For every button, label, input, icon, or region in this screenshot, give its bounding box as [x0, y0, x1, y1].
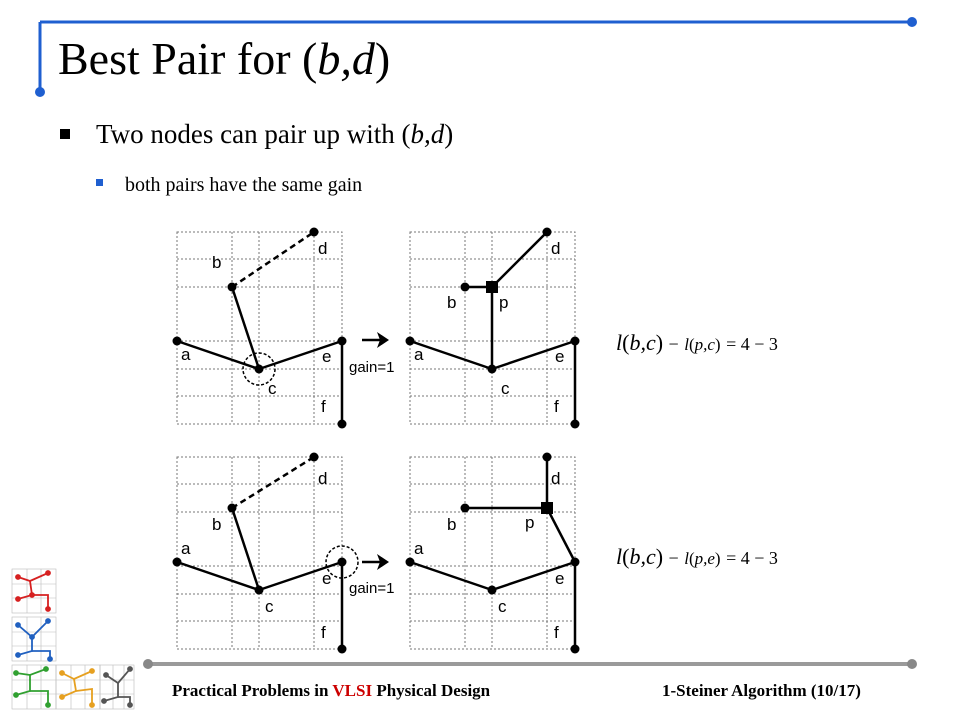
formula-rhs: = 4 − 3 — [726, 548, 778, 568]
node-f — [571, 645, 580, 654]
label-d: d — [318, 239, 328, 258]
node-d — [543, 453, 552, 462]
formula-minus: − — [668, 548, 679, 568]
node-a — [173, 558, 182, 567]
label-a: a — [414, 345, 424, 364]
gain-label-top: gain=1 — [349, 359, 395, 376]
node-b — [228, 504, 237, 513]
bullet1-close: ) — [444, 119, 454, 149]
footer-left-post: Physical Design — [372, 681, 491, 700]
node-f — [571, 420, 580, 429]
formula-l: l — [616, 544, 623, 569]
formula-arg: p,e — [694, 549, 715, 568]
steiner-point-p — [486, 281, 498, 293]
formula-minus: − — [668, 334, 679, 354]
label-d: d — [551, 239, 561, 258]
node-d — [543, 228, 552, 237]
label-c: c — [498, 597, 507, 616]
label-e: e — [322, 347, 332, 366]
label-f: f — [554, 397, 559, 416]
bullet1-text: Two nodes can pair up with ( — [96, 119, 411, 149]
footer-left-red: VLSI — [332, 681, 373, 700]
label-a: a — [181, 345, 191, 364]
node-b — [228, 283, 237, 292]
label-e: e — [555, 347, 565, 366]
arrow-icon-top — [349, 332, 394, 376]
footer-slide-number: 1-Steiner Algorithm (10/17) — [662, 681, 861, 700]
bullet2-text: both pairs have the same gain — [125, 174, 363, 196]
node-e — [338, 337, 347, 346]
label-c: c — [501, 379, 510, 398]
node-d — [310, 453, 319, 462]
diagram-bottom-before — [173, 453, 359, 654]
label-f: f — [321, 397, 326, 416]
label-b: b — [212, 253, 222, 272]
label-c: c — [268, 379, 277, 398]
formula-bottom: l(b,c) − l(p,e) = 4 − 3 — [616, 544, 778, 569]
node-e — [571, 558, 580, 567]
node-c — [488, 365, 497, 374]
label-d: d — [551, 469, 561, 488]
node-c — [488, 586, 497, 595]
steiner-point-p — [541, 502, 553, 514]
node-e — [338, 558, 347, 567]
diagram-top-after — [406, 228, 580, 429]
label-f: f — [321, 623, 326, 642]
label-b: b — [212, 515, 222, 534]
title-text: Best Pair for ( — [58, 33, 318, 84]
diagram-bottom-after — [406, 453, 580, 654]
steiner-tree-logo — [8, 565, 138, 715]
node-b — [461, 283, 470, 292]
title-close: ) — [374, 33, 391, 84]
label-b: b — [447, 515, 457, 534]
title-italic: b,d — [317, 33, 375, 84]
node-c — [255, 586, 264, 595]
formula-l: l — [684, 549, 689, 568]
label-c: c — [265, 597, 274, 616]
node-e — [571, 337, 580, 346]
footer-course-title — [172, 681, 490, 701]
node-b — [461, 504, 470, 513]
node-f — [338, 645, 347, 654]
node-f — [338, 420, 347, 429]
node-d — [310, 228, 319, 237]
formula-l: l — [684, 335, 689, 354]
label-p: p — [499, 293, 509, 312]
footer-left-pre: Practical Problems in — [172, 681, 333, 700]
formula-top: l(b,c) − l(p,c) = 4 − 3 — [616, 330, 778, 355]
label-b: b — [447, 293, 457, 312]
label-f: f — [554, 623, 559, 642]
formula-arg: b,c — [629, 330, 656, 355]
formula-arg: b,c — [629, 544, 656, 569]
diagram-top-before — [173, 228, 347, 429]
node-c — [255, 365, 264, 374]
label-p: p — [525, 513, 535, 532]
label-d: d — [318, 469, 328, 488]
label-e: e — [322, 569, 332, 588]
label-a: a — [414, 539, 424, 558]
label-e: e — [555, 569, 565, 588]
formula-rhs: = 4 − 3 — [726, 334, 778, 354]
formula-l: l — [616, 330, 623, 355]
gain-label-bottom: gain=1 — [349, 580, 395, 597]
formula-arg: p,c — [694, 335, 715, 354]
bullet1-italic: b,d — [410, 119, 445, 149]
arrow-icon-bottom — [349, 554, 394, 597]
node-a — [406, 558, 415, 567]
label-a: a — [181, 539, 191, 558]
